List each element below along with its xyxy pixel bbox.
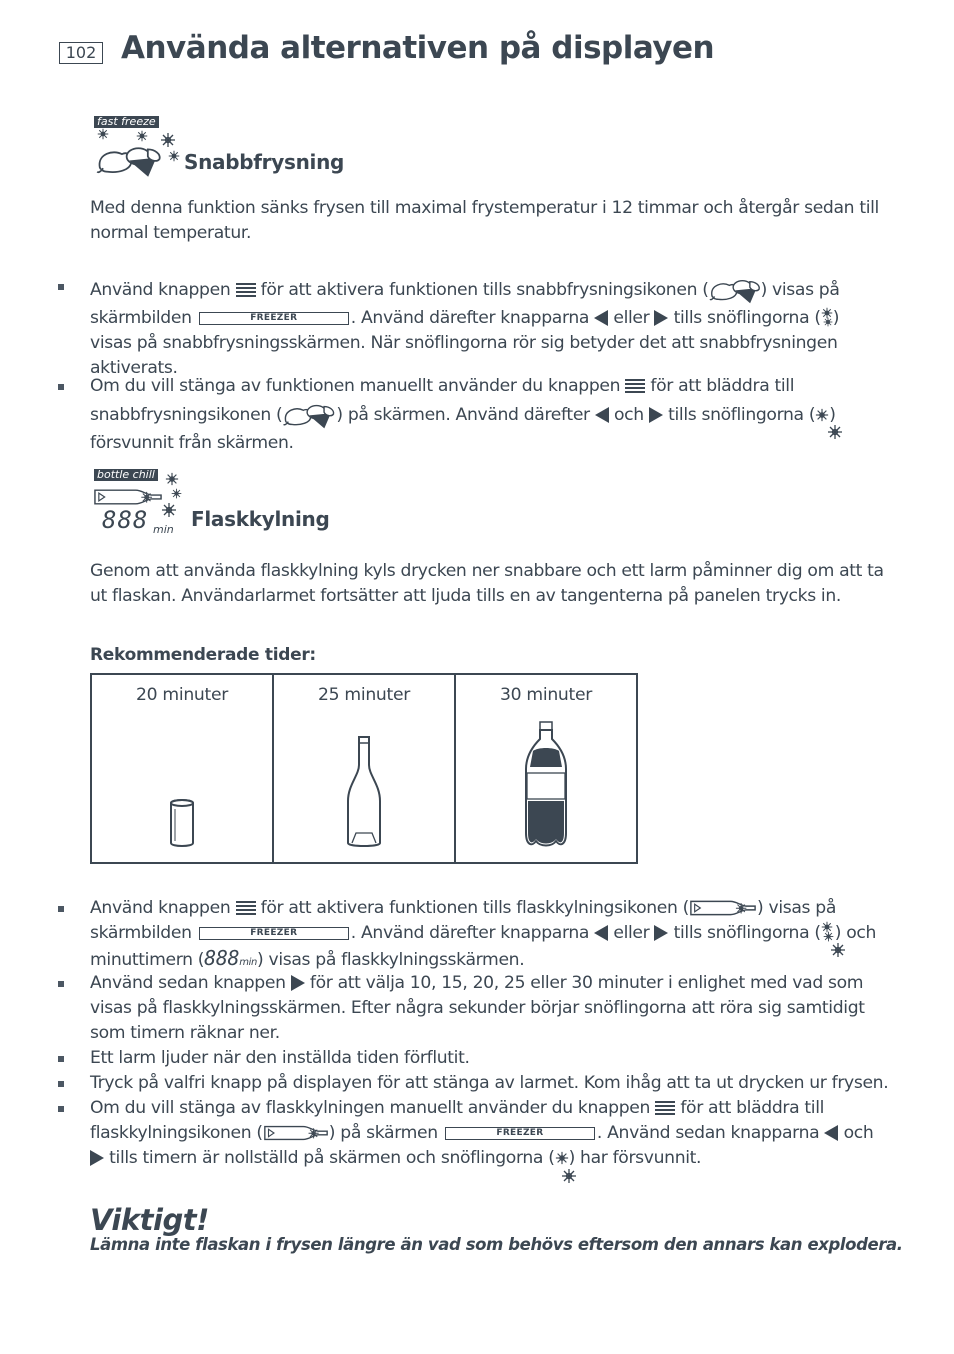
page-number: 102 [59,42,103,64]
soda-bottle-icon [524,721,568,851]
timer-display-unit: min [153,523,174,536]
snowflake-icon [555,1150,569,1166]
timer-display-unit: min [239,957,258,968]
menu-button-icon [236,900,256,916]
snabbfrysning-bullet-1: Använd knappen för att aktivera funktionen tills snabbfrysningsikonen ( ) visas på skärmbilden FREEZER . Använd därefter knapparna eller tills snöflingorna ( ) visas på snabbfrysningsskärmen. När snöflingorna rör sig betyder det att snabbfrysningen aktiverats. [90,274,860,381]
timer-display-digits: 888 [204,946,240,970]
left-arrow-icon [594,925,608,941]
bullet-marker [58,384,64,390]
menu-button-icon [625,378,645,394]
bullet-marker [58,1081,64,1087]
time-label: 30 minuter [499,685,593,705]
fast-freeze-icon [94,128,184,182]
time-label: 20 minuter [135,685,229,705]
bullet-marker [58,284,64,290]
timer-display-digits: 888 [102,506,149,534]
bullet-marker [58,1106,64,1112]
recommended-times-heading: Rekommenderade tider: [90,645,316,665]
fast-freeze-icon [709,274,761,306]
time-cell [273,674,455,863]
flaskkylning-intro: Genom att använda flaskkylning kyls drycken ner snabbare och ett larm påminner dig om att ta ut flaskan. Användarlarmet fortsätter att ljuda tills en av tangenterna på panelen trycks in. [90,561,884,606]
freezer-display-bar: FREEZER [199,312,349,325]
bullet-marker [58,906,64,912]
page-title: Använda alternativen på displayen [121,30,715,66]
time-label: 25 minuter [317,685,411,705]
snowflake-icon [815,407,829,423]
left-arrow-icon [824,1125,838,1141]
flaskkylning-bullet-5: Om du vill stänga av flaskkylningen manuellt använder du knappen för att bläddra till flaskkylningsikonen ( ) på skärmen FREEZER . Använd sedan knapparna och tills timern är nollställd på skärmen och snöflingorna ( ) har försvunnit. [90,1098,874,1168]
can-icon [167,797,197,849]
right-arrow-icon [291,975,305,991]
left-arrow-icon [595,407,609,423]
right-arrow-icon [654,310,668,326]
flaskkylning-bullet-1: Använd knappen för att aktivera funktionen tills flaskkylningsikonen ( ) visas på skärmbilden FREEZER . Använd därefter knapparna eller tills snöflingorna ( ) och minuttimern (888min) visas på flaskkylningsskärmen. [90,898,877,970]
snabbfrysning-intro: Med denna funktion sänks frysen till maximal frystemperatur i 12 timmar och återgår sedan till normal temperatur. [90,198,879,243]
freezer-display-bar: FREEZER [445,1127,595,1140]
snowflake-icon [561,1168,577,1184]
snowflake-icon [830,942,846,958]
bullet-marker [58,1056,64,1062]
right-arrow-icon [654,925,668,941]
important-title: Viktigt! [90,1203,209,1237]
important-text: Lämna inte flaskan i frysen längre än vad som behövs eftersom den annars kan explodera. [90,1235,903,1254]
fast-freeze-badge: fast freeze [94,116,159,128]
recommended-times-table [90,673,638,864]
flaskkylning-bullet-2: Använd sedan knappen för att välja 10, 15, 20, 25 eller 30 minuter i enlighet med vad som visas på flaskkylningsskärmen. Efter några sekunder börjar snöflingorna att röra sig samtidigt som timern räknar ner. [90,973,865,1043]
snabbfrysning-bullet-2: Om du vill stänga av funktionen manuellt använder du knappen för att bläddra till snabbfrysningsikonen ( ) på skärmen. Använd därefter och tills snöflingorna ( ) försvunnit från skärmen. [90,376,836,453]
bullet-marker [58,981,64,987]
right-arrow-icon [649,407,663,423]
time-cell [455,674,637,863]
flaskkylning-bullet-3: Ett larm ljuder när den inställda tiden förflutit. [90,1048,470,1068]
menu-button-icon [655,1100,675,1116]
snowflake-icon [827,424,843,440]
menu-button-icon [236,282,256,298]
fast-freeze-icon [282,399,336,431]
time-cell [91,674,273,863]
snabbfrysning-heading: Snabbfrysning [184,150,345,174]
flaskkylning-heading: Flaskkylning [191,507,330,531]
flaskkylning-bullet-4: Tryck på valfri knapp på displayen för att stänga av larmet. Kom ihåg att ta ut drycken ur frysen. [90,1073,889,1093]
snowflake-icon [821,307,833,329]
freezer-display-bar: FREEZER [199,927,349,940]
right-arrow-icon [90,1150,104,1166]
bottle-icon [689,899,757,917]
bottle-icon [263,1124,329,1142]
left-arrow-icon [594,310,608,326]
bottle-chill-badge: bottle chill [94,469,158,481]
wine-bottle-icon [346,735,382,851]
